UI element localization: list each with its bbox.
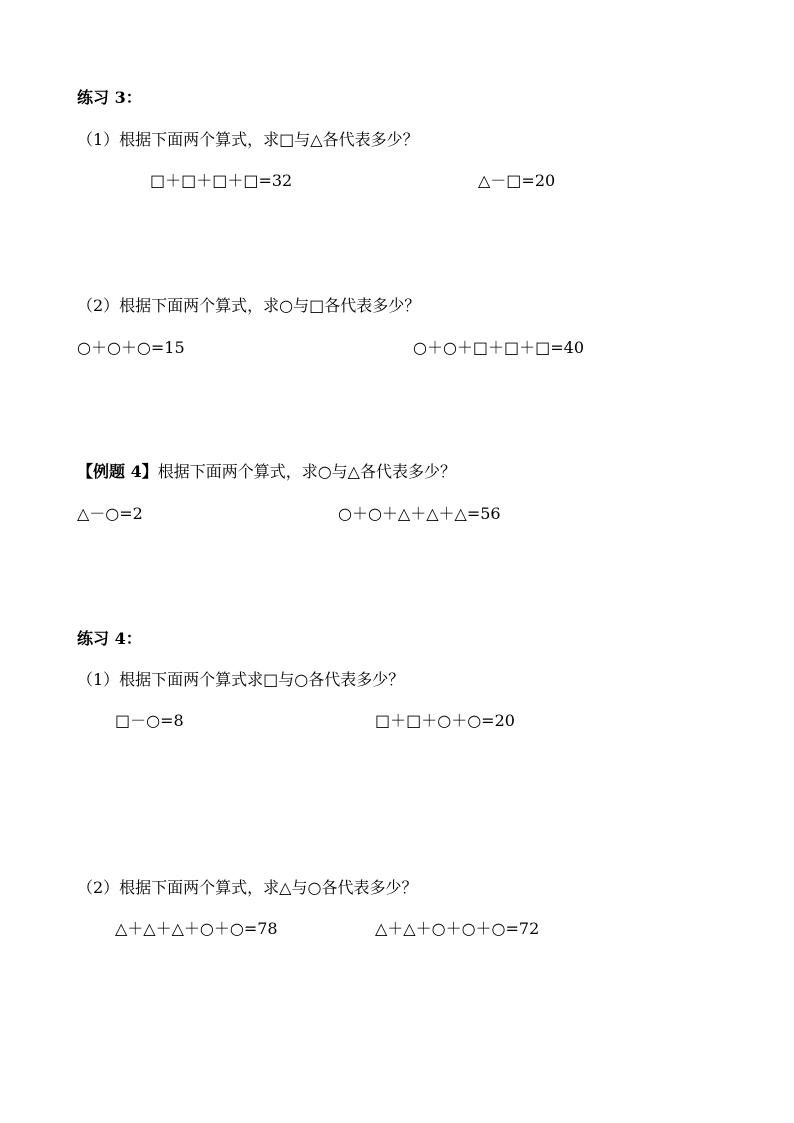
example4-equation-2: ○＋○＋△＋△＋△=56 — [338, 504, 501, 523]
practice4-q2-equation-1: △＋△＋△＋○＋○=78 — [115, 919, 278, 938]
practice4-q2-equation-2: △＋△＋○＋○＋○=72 — [375, 919, 540, 938]
example4-line — [77, 462, 456, 482]
practice4-q1-prompt: （1）根据下面两个算式求□与○各代表多少？ — [77, 670, 405, 689]
practice4-heading: 练习 4： — [77, 629, 142, 648]
example4-prompt: 根据下面两个算式，求○与△各代表多少？ — [157, 462, 456, 481]
example4-equation-1: △－○=2 — [77, 504, 143, 523]
practice4-q1-equation-1: □－○=8 — [115, 711, 184, 730]
example4-tag: 【例题 4】 — [77, 462, 158, 481]
practice3-q1-equation-2: △－□=20 — [478, 171, 556, 190]
practice3-q2-equation-2: ○＋○＋□＋□＋□=40 — [413, 338, 585, 357]
practice3-q2-prompt: （2）根据下面两个算式，求○与□各代表多少？ — [77, 296, 421, 315]
practice4-q1-equation-2: □＋□＋○＋○=20 — [375, 711, 515, 730]
practice3-q1-equation-1: □＋□＋□＋□=32 — [150, 171, 293, 190]
practice3-heading: 练习 3： — [77, 88, 142, 107]
practice3-q1-prompt: （1）根据下面两个算式，求□与△各代表多少？ — [77, 130, 419, 149]
practice4-q2-prompt: （2）根据下面两个算式，求△与○各代表多少？ — [77, 878, 418, 897]
practice3-q2-equation-1: ○＋○＋○=15 — [77, 338, 185, 357]
